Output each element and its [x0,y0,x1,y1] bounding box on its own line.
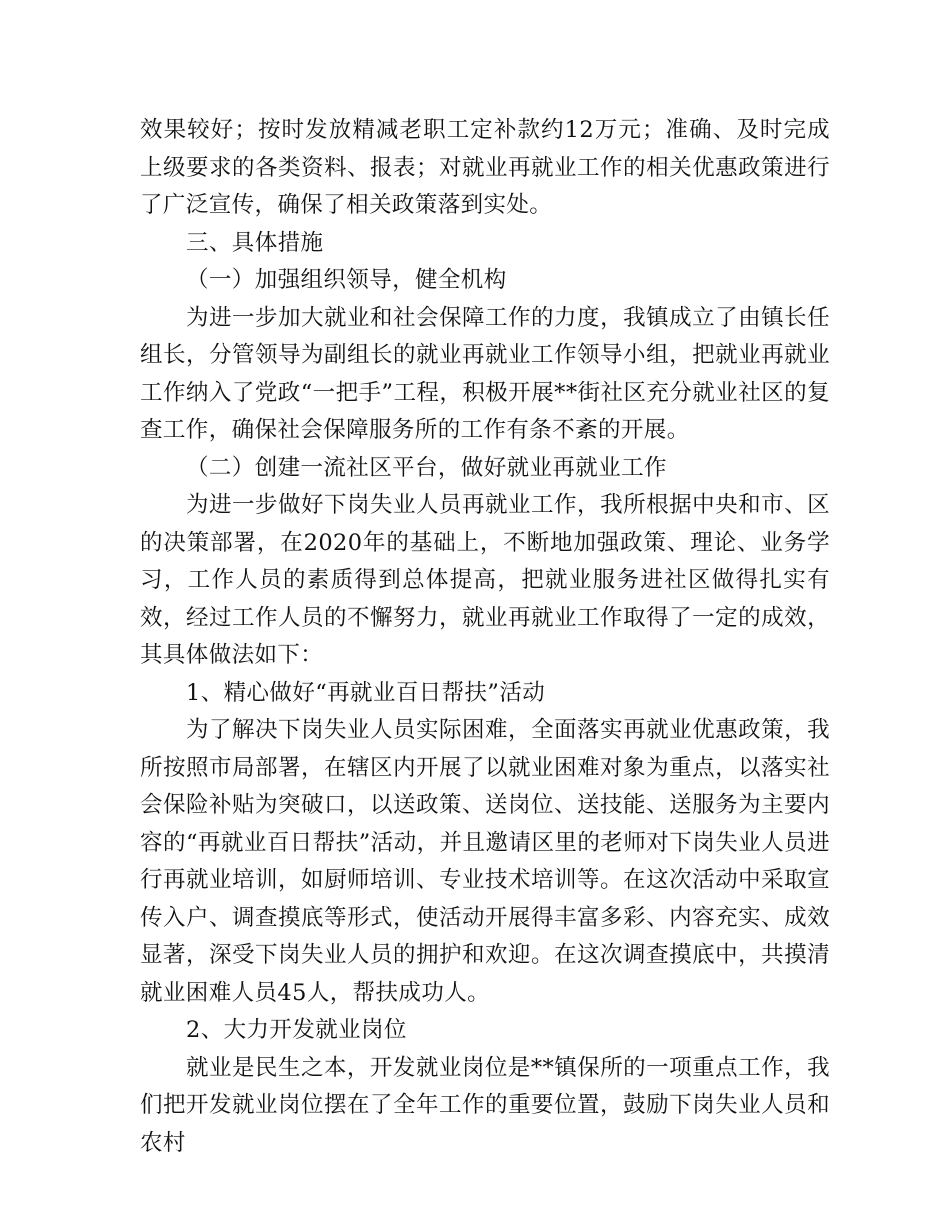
paragraph: 就业是民生之本，开发就业岗位是**镇保所的一项重点工作，我们把开发就业岗位摆在了全年工作的重要位置，鼓励下岗失业人员和农村 [140,1054,830,1156]
subsection-heading: （二）创建一流社区平台，做好就业再就业工作 [186,454,667,481]
section-heading: 三、具体措施 [186,229,324,256]
paragraph: 为了解决下岗失业人员实际困难，全面落实再就业优惠政策，我所按照市局部署，在辖区内开展了以就业困难对象为重点，以落实社会保险补贴为突破口，以送政策、送岗位、送技能、送服务为主要内容的“再就业百日帮扶”活动，并且邀请区里的老师对下岗失业人员进行再就业培训，如厨师培训、专业技术培训等。在这次活动中采取宣传入户、调查摸底等形式，使活动开展得丰富多彩、内容充实、成效显著，深受下岗失业人员的拥护和欢迎。在这次调查摸底中，共摸清就业困难人员45人，帮扶成功人。 [140,717,830,1006]
document-body [140,112,830,1162]
paragraph: 为进一步做好下岗失业人员再就业工作，我所根据中央和市、区的决策部署，在2020年的基础上，不断地加强政策、理论、业务学习，工作人员的素质得到总体提高，把就业服务进社区做得扎实有效，经过工作人员的不懈努力，就业再就业工作取得了一定的成效，其具体做法如下： [140,492,830,668]
paragraph: 为进一步加大就业和社会保障工作的力度，我镇成立了由镇长任组长，分管领导为副组长的就业再就业工作领导小组，把就业再就业工作纳入了党政“一把手”工程，积极开展**街社区充分就业社区的复查工作，确保社会保障服务所的工作有条不紊的开展。 [140,304,830,443]
item-heading: 1、精心做好“再就业百日帮扶”活动 [186,679,546,706]
paragraph-continuation: 效果较好；按时发放精减老职工定补款约12万元；准确、及时完成上级要求的各类资料、报表；对就业再就业工作的相关优惠政策进行了广泛宣传，确保了相关政策落到实处。 [140,117,830,218]
subsection-heading: （一）加强组织领导，健全机构 [186,267,507,293]
item-heading: 2、大力开发就业岗位 [186,1017,407,1043]
